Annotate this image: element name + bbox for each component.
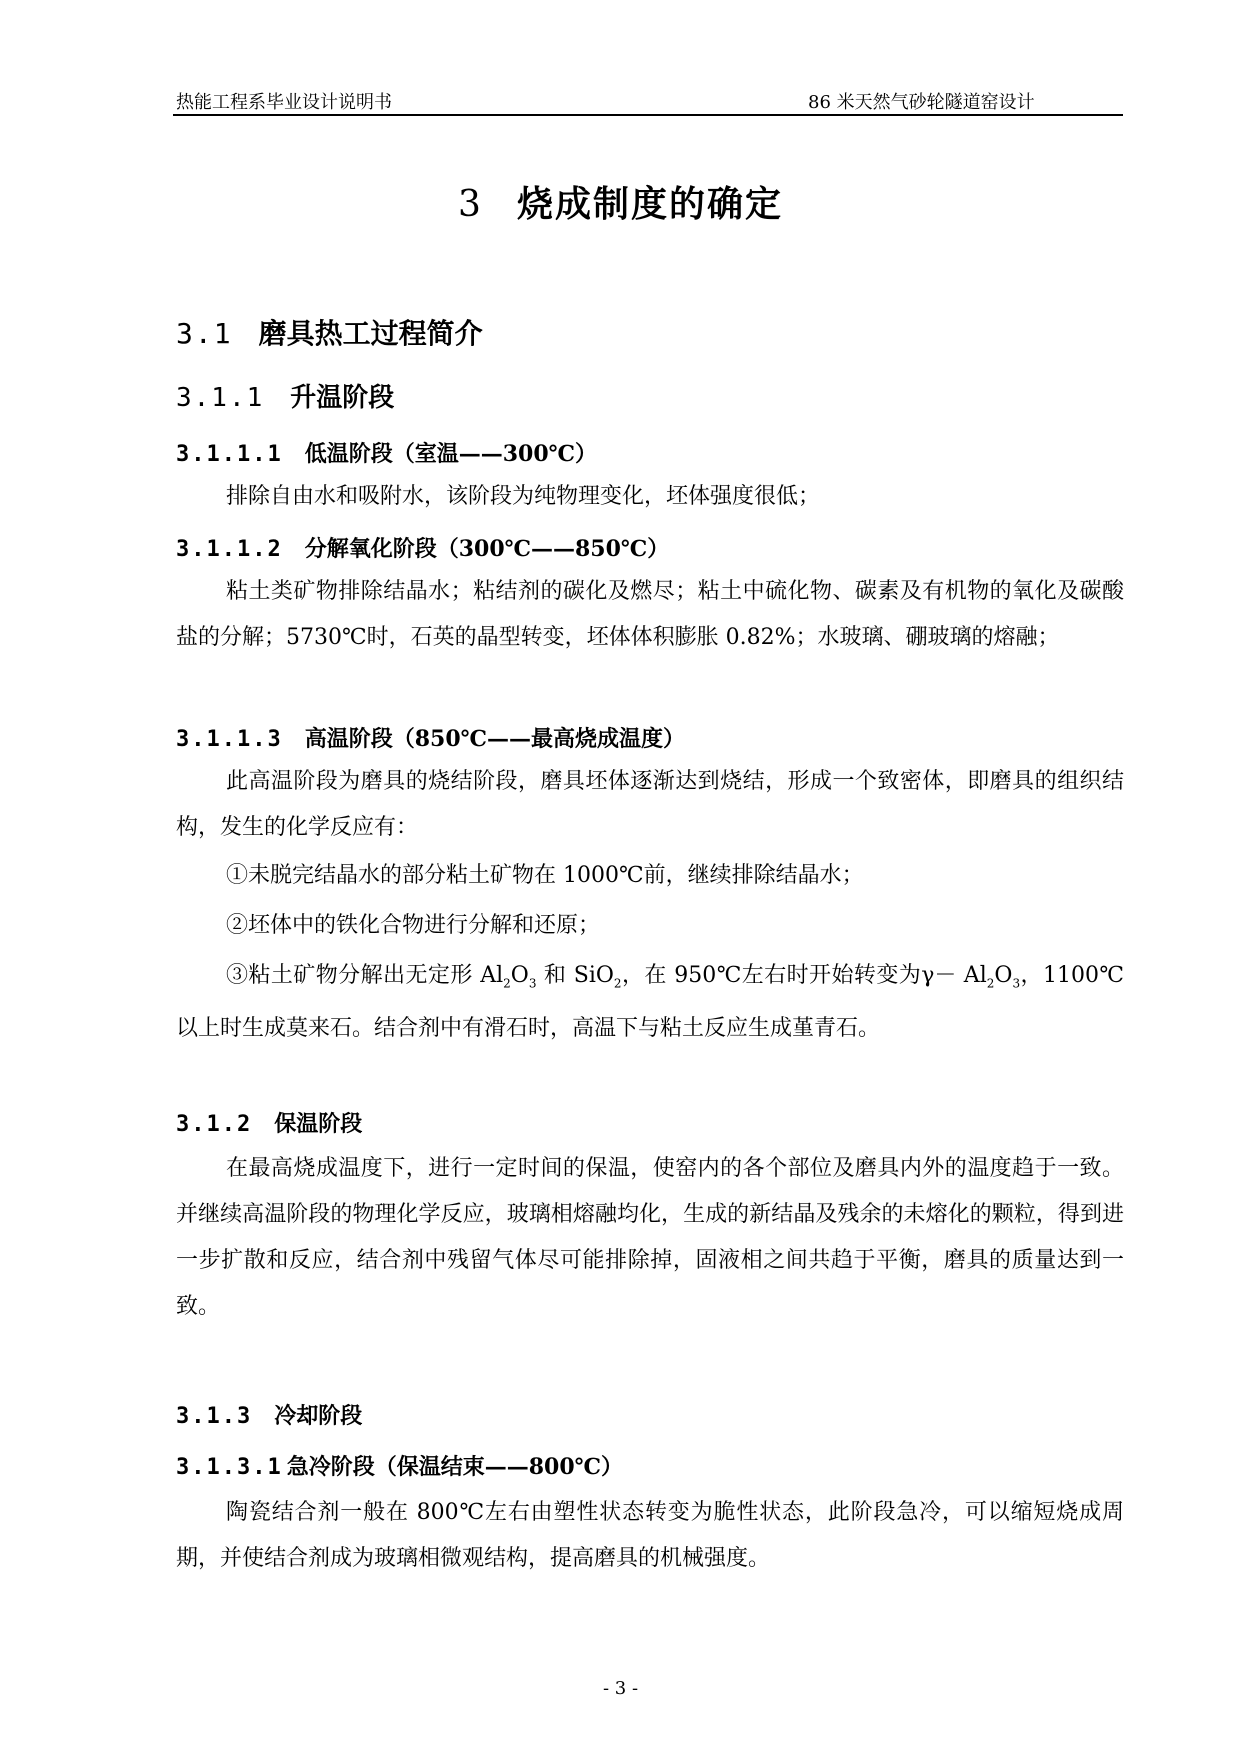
- section-3-1-1-2-heading: [176, 532, 669, 563]
- section-title: 冷却阶段: [274, 1403, 363, 1429]
- text-run: ，在 950℃左右时开始转变为γ－ Al: [621, 963, 987, 988]
- section-title: 磨具热工过程简介: [258, 317, 483, 350]
- subscript: 2: [986, 976, 995, 991]
- section-3-1-3-heading: [176, 1399, 362, 1430]
- section-3-1-1-heading: [176, 377, 394, 414]
- paragraph: 粘土类矿物排除结晶水；粘结剂的碳化及燃尽；粘土中硫化物、碳素及有机物的氧化及碳酸盐的分解；5730℃时，石英的晶型转变，坯体体积膨胀 0.82%；水玻璃、硼玻璃的熔融；: [176, 579, 1124, 650]
- paragraph: 陶瓷结合剂一般在 800℃左右由塑性状态转变为脆性状态，此阶段急冷，可以缩短烧成周期，并使结合剂成为玻璃相微观结构，提高磨具的机械强度。: [176, 1500, 1124, 1571]
- text-run: ，1100℃以上时生成莫来石。结合剂中有滑石时，高温下与粘土反应生成堇青石。: [176, 963, 1124, 1042]
- chapter-number: 3: [458, 184, 483, 225]
- section-title: 低温阶段（室温——300℃）: [304, 441, 598, 467]
- section-title: 急冷阶段（保温结束——800℃）: [286, 1454, 624, 1480]
- section-number: 3.1.1.3: [176, 727, 283, 752]
- section-3-1-1-1-heading: [176, 437, 597, 468]
- section-number: 3.1.1.2: [176, 537, 283, 562]
- header-right-title: 86 米天然气砂轮隧道窑设计: [808, 92, 1035, 113]
- page-number: - 3 -: [602, 1678, 639, 1699]
- header-left-title: 热能工程系毕业设计说明书: [176, 92, 392, 113]
- chapter-title: [0, 176, 1241, 227]
- list-item: [176, 953, 1124, 1052]
- text-run: ③粘土矿物分解出无定形 Al: [226, 963, 504, 988]
- paragraph: 在最高烧成温度下，进行一定时间的保温，使窑内的各个部位及磨具内外的温度趋于一致。并继续高温阶段的物理化学反应，玻璃相熔融均化，生成的新结晶及残余的未熔化的颗粒，得到进一步扩散和反应，结合剂中残留气体尽可能排除掉，固液相之间共趋于平衡，磨具的质量达到一致。: [176, 1156, 1124, 1319]
- header-rule: [173, 114, 1123, 116]
- paragraph: 排除自由水和吸附水，该阶段为纯物理变化，坯体强度很低；: [226, 484, 821, 509]
- section-title: 分解氧化阶段（300℃——850℃）: [304, 536, 670, 562]
- section-3-1-3-1-heading: [176, 1450, 623, 1481]
- section-number: 3.1.2: [176, 1112, 253, 1137]
- section-number: 3.1.3: [176, 1404, 253, 1429]
- text-run: O: [994, 963, 1013, 988]
- section-title: 保温阶段: [274, 1111, 363, 1137]
- subscript: 2: [503, 976, 511, 991]
- section-3-1-1-3-heading: [176, 722, 685, 753]
- subscript: 2: [613, 976, 622, 991]
- paragraph: 此高温阶段为磨具的烧结阶段，磨具坯体逐渐达到烧结，形成一个致密体，即磨具的组织结构，发生的化学反应有：: [176, 769, 1124, 840]
- section-3-1-2-heading: [176, 1107, 362, 1138]
- section-3-1-heading: [176, 312, 483, 352]
- section-number: 3.1: [176, 317, 233, 350]
- section-number: 3.1.1.1: [176, 442, 283, 467]
- section-number: 3.1.1: [176, 383, 265, 413]
- subscript: 3: [1012, 976, 1021, 991]
- text-run: O: [510, 963, 529, 988]
- chapter-title-text: 烧成制度的确定: [516, 183, 783, 225]
- list-item: ②坯体中的铁化合物进行分解和还原；: [226, 913, 601, 938]
- section-number: 3.1.3.1: [176, 1455, 283, 1480]
- section-title: 升温阶段: [290, 383, 395, 413]
- text-run: 和 SiO: [536, 963, 614, 988]
- section-title: 高温阶段（850℃——最高烧成温度）: [304, 726, 686, 752]
- subscript: 3: [528, 976, 537, 991]
- list-item: ①未脱完结晶水的部分粘土矿物在 1000℃前，继续排除结晶水；: [226, 863, 864, 888]
